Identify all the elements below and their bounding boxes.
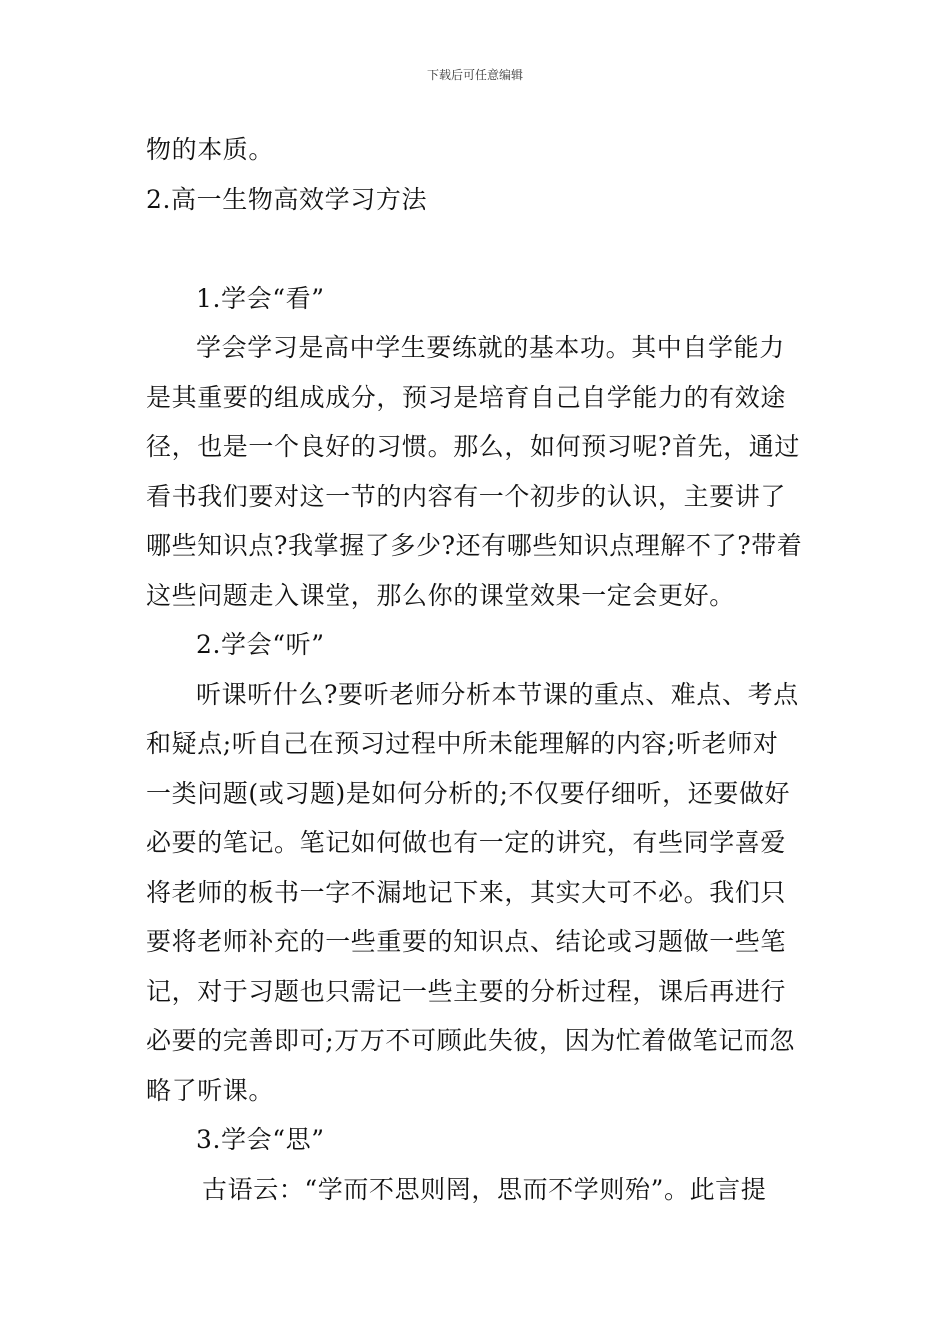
text-line: 是其重要的组成成分，预习是培育自己自学能力的有效途 — [146, 382, 787, 412]
text-line: 古语云：“学而不思则罔，思而不学则殆”。此言提 — [202, 1174, 767, 1204]
text-line: 物的本质。 — [146, 135, 275, 164]
text-line: 必要的完善即可;万万不可顾此失彼，因为忙着做笔记而忽 — [146, 1026, 796, 1055]
text-line: 哪些知识点?我掌握了多少?还有哪些知识点理解不了?带着 — [146, 531, 803, 560]
document-body — [146, 125, 810, 1214]
page-header: 下载后可任意编辑 — [426, 68, 523, 82]
text-line: 径，也是一个良好的习惯。那么，如何预习呢?首先，通过 — [146, 432, 801, 461]
text-line: 和疑点;听自己在预习过程中所未能理解的内容;听老师对 — [146, 729, 779, 758]
text-line: 将老师的板书一字不漏地记下来，其实大可不必。我们只 — [146, 877, 787, 907]
text-line: 听课听什么?要听老师分析本节课的重点、难点、考点 — [196, 679, 799, 709]
text-line: 必要的笔记。笔记如何做也有一定的讲究，有些同学喜爱 — [146, 828, 787, 857]
text-line: 这些问题走入课堂，那么你的课堂效果一定会更好。 — [146, 580, 735, 610]
text-line: 略了听课。 — [146, 1075, 275, 1105]
text-line: 学会学习是高中学生要练就的基本功。其中自学能力 — [196, 333, 785, 362]
section-heading: 2.高一生物高效学习方法 — [146, 184, 428, 214]
text-line: 要将老师补充的一些重要的知识点、结论或习题做一些笔 — [146, 927, 787, 956]
subheading-kan: 1.学会“看” — [196, 283, 325, 313]
subheading-ting: 2.学会“听” — [196, 630, 325, 659]
text-line: 看书我们要对这一节的内容有一个初步的认识，主要讲了 — [146, 481, 787, 511]
blank-line — [146, 224, 810, 274]
text-line: 一类问题(或习题)是如何分析的;不仅要仔细听，还要做好 — [146, 778, 791, 808]
text-line: 记，对于习题也只需记一些主要的分析过程，课后再进行 — [146, 976, 787, 1006]
subheading-si: 3.学会“思” — [196, 1125, 325, 1154]
